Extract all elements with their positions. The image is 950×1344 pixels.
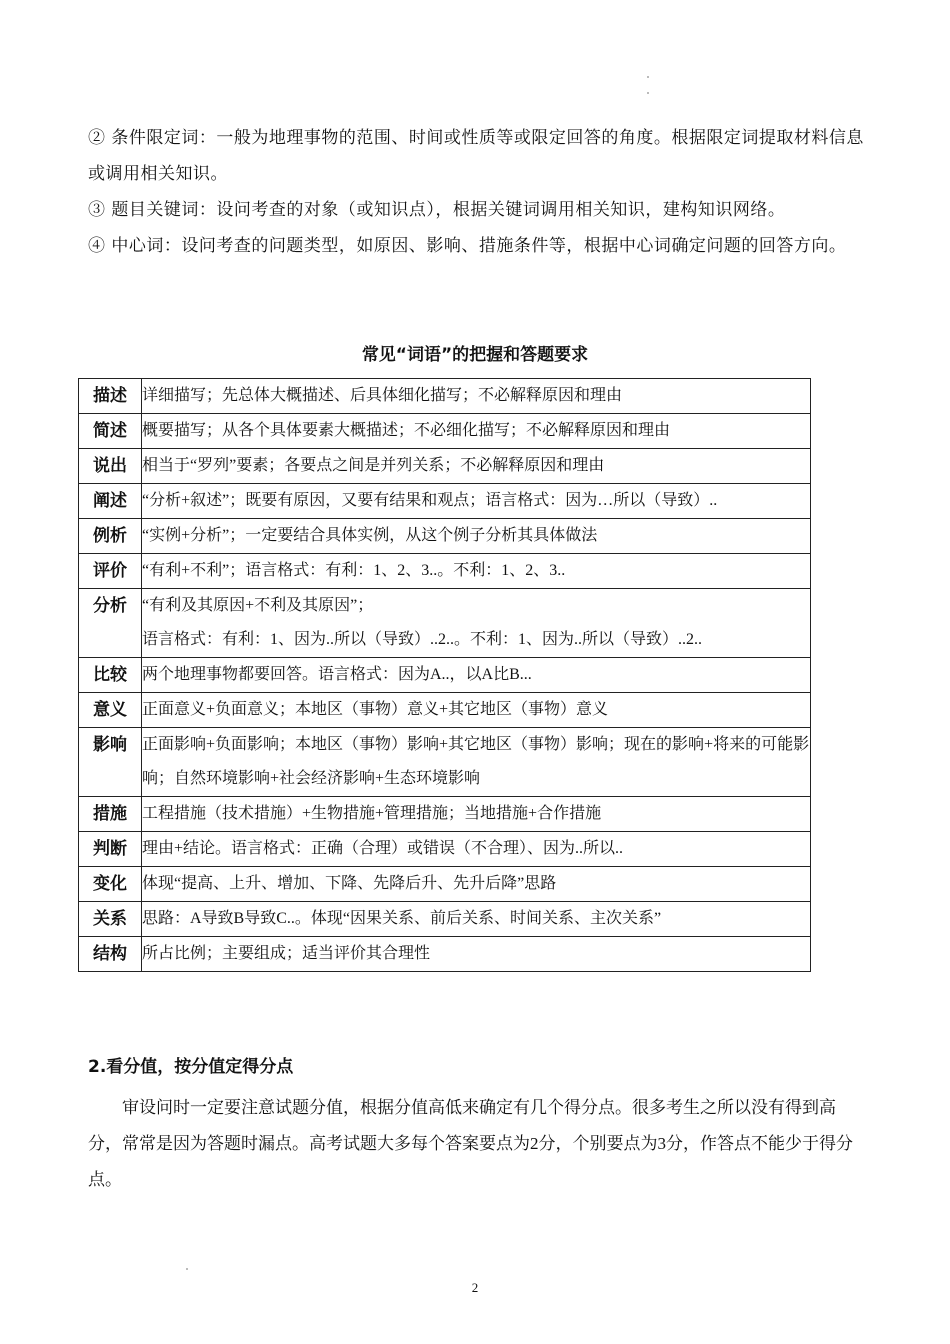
term-requirements-table xyxy=(78,378,811,972)
term-cell: 分析 xyxy=(79,589,142,658)
requirement-cell xyxy=(142,449,811,484)
table-row xyxy=(79,379,811,414)
term-cell: 阐述 xyxy=(79,484,142,519)
table-title: 常见“词语”的把握和答题要求 xyxy=(361,345,589,365)
condition-qualifier-paragraph: ② 条件限定词：一般为地理事物的范围、时间或性质等或限定回答的角度。根据限定词提取材料信息或调用相关知识。 xyxy=(88,128,864,184)
term-cell: 判断 xyxy=(79,832,142,867)
requirement-line: 理由+结论。语言格式：正确（合理）或错误（不合理）、因为..所以.. xyxy=(142,840,624,857)
table-row xyxy=(79,414,811,449)
requirement-cell xyxy=(142,728,811,797)
requirement-line: 详细描写；先总体大概描述、后具体细化描写；不必解释原因和理由 xyxy=(142,387,623,404)
central-word-paragraph: ④ 中心词：设问考查的问题类型，如原因、影响、措施条件等，根据中心词确定问题的回答方向。 xyxy=(88,236,847,256)
scan-dot-mark xyxy=(647,92,649,94)
term-cell: 描述 xyxy=(79,379,142,414)
requirement-cell xyxy=(142,867,811,902)
term-cell: 关系 xyxy=(79,902,142,937)
term-cell: 影响 xyxy=(79,728,142,797)
table-row xyxy=(79,658,811,693)
requirement-cell xyxy=(142,797,811,832)
requirement-line: “有利及其原因+不利及其原因”； xyxy=(142,597,374,614)
section-heading: 2.看分值，按分值定得分点 xyxy=(88,1057,294,1077)
scan-dot-mark xyxy=(186,1268,188,1270)
requirement-line: 工程措施（技术措施）+生物措施+管理措施；当地措施+合作措施 xyxy=(142,805,602,822)
term-cell: 结构 xyxy=(79,937,142,972)
term-cell: 说出 xyxy=(79,449,142,484)
table-row xyxy=(79,867,811,902)
table-row xyxy=(79,728,811,797)
table-row xyxy=(79,519,811,554)
requirement-line: 正面意义+负面意义；本地区（事物）意义+其它地区（事物）意义 xyxy=(142,701,609,718)
section-body-paragraph: 审设问时一定要注意试题分值，根据分值高低来确定有几个得分点。很多考生之所以没有得到高分，常常是因为答题时漏点。高考试题大多每个答案要点为2分，个别要点为3分，作答点不能少于得分点。 xyxy=(88,1098,853,1189)
requirement-line: 体现“提高、上升、增加、下降、先降后升、先升后降”思路 xyxy=(142,875,557,892)
term-cell: 评价 xyxy=(79,554,142,589)
table-row xyxy=(79,449,811,484)
requirement-line: 概要描写；从各个具体要素大概描述；不必细化描写；不必解释原因和理由 xyxy=(142,422,671,439)
requirement-line: “分析+叙述”；既要有原因，又要有结果和观点；语言格式：因为…所以（导致）.. xyxy=(142,492,718,509)
keyword-paragraph: ③ 题目关键词：设问考查的对象（或知识点），根据关键词调用相关知识，建构知识网络。 xyxy=(88,200,786,220)
table-row xyxy=(79,937,811,972)
requirement-cell xyxy=(142,589,811,658)
term-cell: 变化 xyxy=(79,867,142,902)
requirement-cell xyxy=(142,414,811,449)
requirement-line: “有利+不利”；语言格式：有利：1、2、3..。不利：1、2、3.. xyxy=(142,562,566,579)
requirement-line: “实例+分析”；一定要结合具体实例，从这个例子分析其具体做法 xyxy=(142,527,598,544)
requirement-line: 正面影响+负面影响；本地区（事物）影响+其它地区（事物）影响；现在的影响+将来的可能影响；自然环境影响+社会经济影响+生态环境影响 xyxy=(142,736,810,787)
term-cell: 措施 xyxy=(79,797,142,832)
requirement-cell xyxy=(142,832,811,867)
requirement-line: 两个地理事物都要回答。语言格式：因为A..，以A比B... xyxy=(142,666,532,683)
page-number: 2 xyxy=(471,1280,479,1295)
requirement-cell xyxy=(142,484,811,519)
requirement-cell xyxy=(142,379,811,414)
table-row xyxy=(79,832,811,867)
term-cell: 意义 xyxy=(79,693,142,728)
table-row xyxy=(79,797,811,832)
requirement-cell xyxy=(142,519,811,554)
table-row xyxy=(79,902,811,937)
requirement-cell xyxy=(142,554,811,589)
requirement-line: 语言格式：有利：1、因为..所以（导致）..2..。不利：1、因为..所以（导致）..2.. xyxy=(142,631,703,648)
requirement-cell xyxy=(142,693,811,728)
table-row xyxy=(79,484,811,519)
table-row xyxy=(79,693,811,728)
requirement-line: 思路：A导致B导致C..。体现“因果关系、前后关系、时间关系、主次关系” xyxy=(142,910,662,927)
requirement-cell xyxy=(142,902,811,937)
table-row xyxy=(79,554,811,589)
term-cell: 比较 xyxy=(79,658,142,693)
requirement-cell xyxy=(142,658,811,693)
requirement-line: 相当于“罗列”要素；各要点之间是并列关系；不必解释原因和理由 xyxy=(142,457,605,474)
term-cell: 简述 xyxy=(79,414,142,449)
requirement-cell xyxy=(142,937,811,972)
term-cell: 例析 xyxy=(79,519,142,554)
requirement-line: 所占比例；主要组成；适当评价其合理性 xyxy=(142,945,431,962)
scan-dot-mark xyxy=(647,76,649,78)
table-row xyxy=(79,589,811,658)
